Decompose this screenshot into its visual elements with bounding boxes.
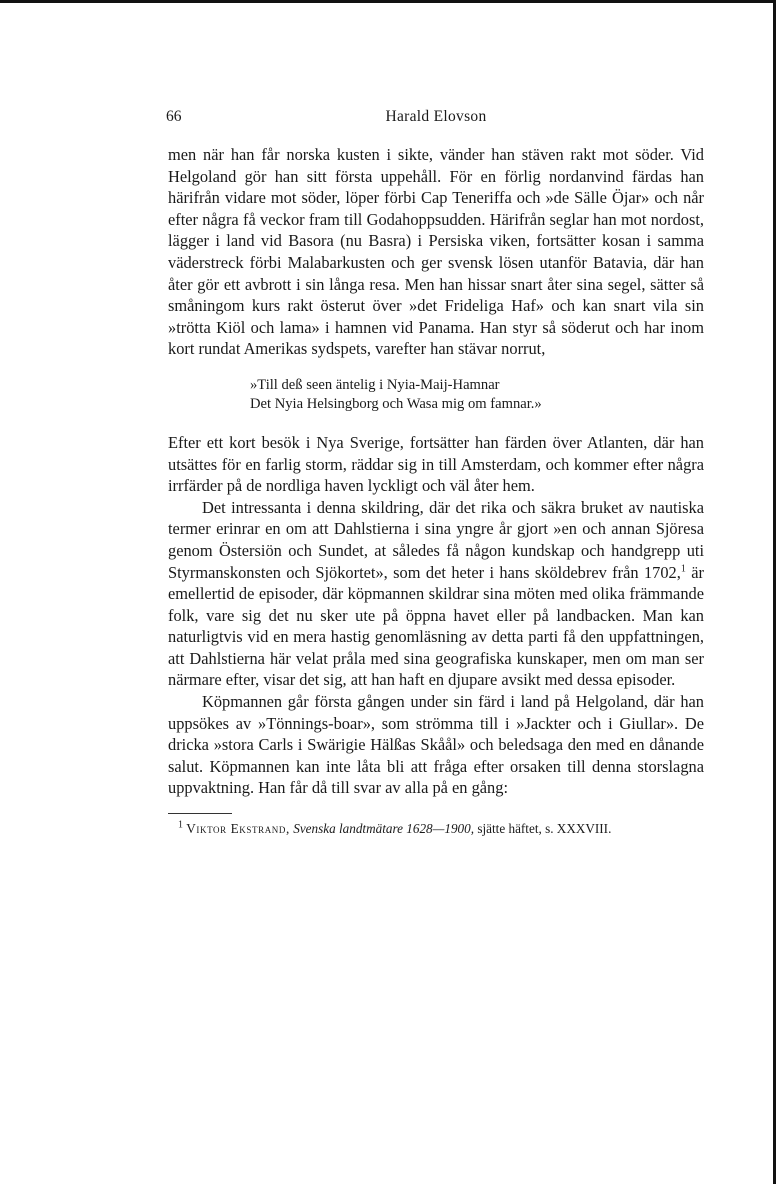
running-head: Harald Elovson [385,108,487,125]
footnote-title: Svenska landtmätare 1628—1900, [293,821,475,837]
paragraph-3-part-2: är emellertid de episoder, där köpmannen skildrar sina möten med olika främmande folk, vare sig det nu sker ute på öppna havet eller på landbacken. Man kan naturligtvis vid en mera hastig genomläsning av detta parti få den uppfattningen, att Dahlstierna här velat pråla med sina geografiska kunskaper, men om man ser närmare efter, visar det sig, att han haft en djupare avsikt med dessa episoder. [168,562,704,690]
paragraph-4: Köpmannen går första gången under sin färd i land på Helgoland, där han uppsökes av »Tönnings-boar», som strömma till i »Jackter och i Giullar». De dricka »stora Carls i Swärigie Hälßas Skåål» och beledsaga den med en dånande salut. Köpmannen kan inte låta bli att fråga efter orsaken till denna storslagna uppvaktning. Han får då till svar av alla på en gång: [168,692,704,798]
verse-quote [250,376,704,414]
page-header [168,108,704,132]
verse-line-2: Det Nyia Helsingborg och Wasa mig om famnar.» [250,395,542,412]
scan-border-top [0,0,776,3]
footnote-reference-text: sjätte häftet, s. XXXVIII. [477,821,612,837]
paragraph-1: men när han får norska kusten i sikte, vänder han stäven rakt mot söder. Vid Helgoland gör han sitt första uppehåll. För en förlig nordanvind färdas han härifrån vidare mot söder, löper förbi Cap Teneriffa och »de Sälle Öjar» och når efter några få veckor fram till Godahoppsudden. Härifrån seglar han mot nordost, lägger i land vid Basora (nu Basra) i Persiska viken, fortsätter kosan i samma väderstreck förbi Malabarkusten och ger svensk lösen utanför Batavia, där han åter gör ett avbrott i sin långa resa. Men han hissar snart åter sina segel, sätter så småningom kurs rakt österut över »det Frideliga Haf» och kan snart vila sin »trötta Kiöl och lama» i hamnen vid Panama. Han styr så söderut och har inom kort rundat Amerikas sydspets, varefter han stävar norrut, [168,145,704,359]
body-text [168,144,704,799]
paragraph-2: Efter ett kort besök i Nya Sverige, fortsätter han färden över Atlanten, där han utsättes för en farlig storm, räddar sig in till Amsterdam, och kommer efter några irrfärder på de nordliga haven lyckligt och väl åter hem. [168,432,704,496]
footnote-divider [168,813,232,814]
footnote-mark: 1 [178,819,183,831]
paragraph-3 [168,497,704,691]
paragraph-3-part-1: Det intressanta i denna skildring, där det rika och säkra bruket av nautiska termer erinrar en om att Dahlstierna i sina yngre år gjort »en och annan Sjöresa genom Östersiön och Sundet, at således få någon kundskap och handgrepp uti Styrmanskonsten och Sjökortet», som det heter i hans sköldebrev från 1702, [168,497,704,582]
footnote [168,820,704,837]
page-number: 66 [166,108,182,125]
footnote-reference[interactable]: 1 [680,563,686,575]
footnote-author: Viktor Ekstrand, [186,821,290,837]
book-page [168,108,704,837]
verse-line-1: »Till deß seen äntelig i Nyia-Maij-Hamnar [250,376,500,393]
